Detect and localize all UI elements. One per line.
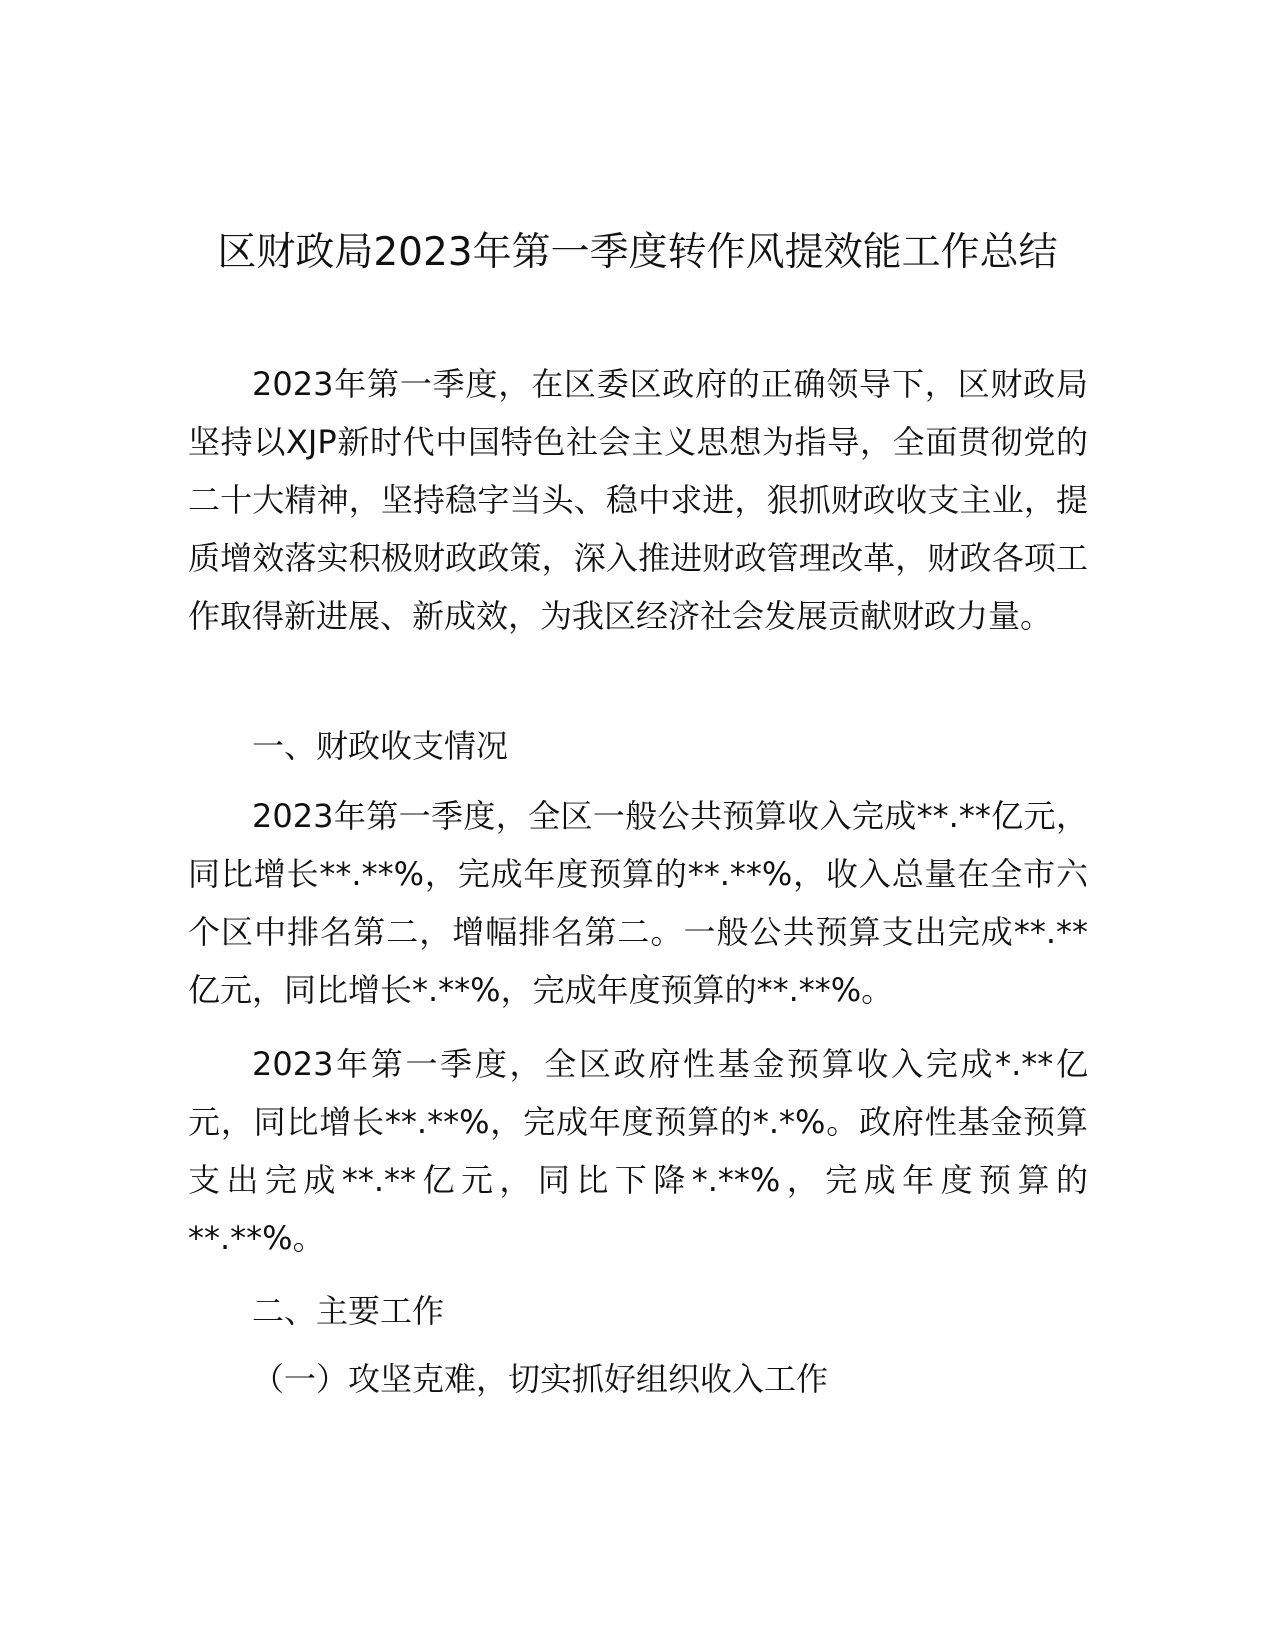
intro-paragraph: 2023年第一季度，在区委区政府的正确领导下，区财政局坚持以XJP新时代中国特色社会主义思想为指导，全面贯彻党的二十大精神，坚持稳字当头、稳中求进，狠抓财政收支主业，提质增效落实积极财政政策，深入推进财政管理改革，财政各项工作取得新进展、新成效，为我区经济社会发展贡献财政力量。 <box>188 365 1088 635</box>
section-heading-fiscal-revenue-expenditure: 一、财政收支情况 <box>252 727 509 765</box>
general-budget-paragraph: 2023年第一季度，全区一般公共预算收入完成**.**亿元，同比增长**.**%，完成年度预算的**.**%，收入总量在全市六个区中排名第二，增幅排名第二。一般公共预算支出完成**.**亿元，同比增长*.**%，完成年度预算的**.**%。 <box>188 797 1088 1009</box>
document-title: 区财政局2023年第一季度转作风提效能工作总结 <box>217 230 1058 275</box>
section-heading-main-work: 二、主要工作 <box>252 1292 445 1330</box>
subsection-heading-revenue-work: （一）攻坚克难，切实抓好组织收入工作 <box>252 1360 829 1398</box>
government-fund-budget-paragraph: 2023年第一季度，全区政府性基金预算收入完成*.**亿元，同比增长**.**%，完成年度预算的*.*%。政府性基金预算支出完成**.**亿元，同比下降*.**%，完成年度预算的**.**%。 <box>188 1045 1088 1257</box>
